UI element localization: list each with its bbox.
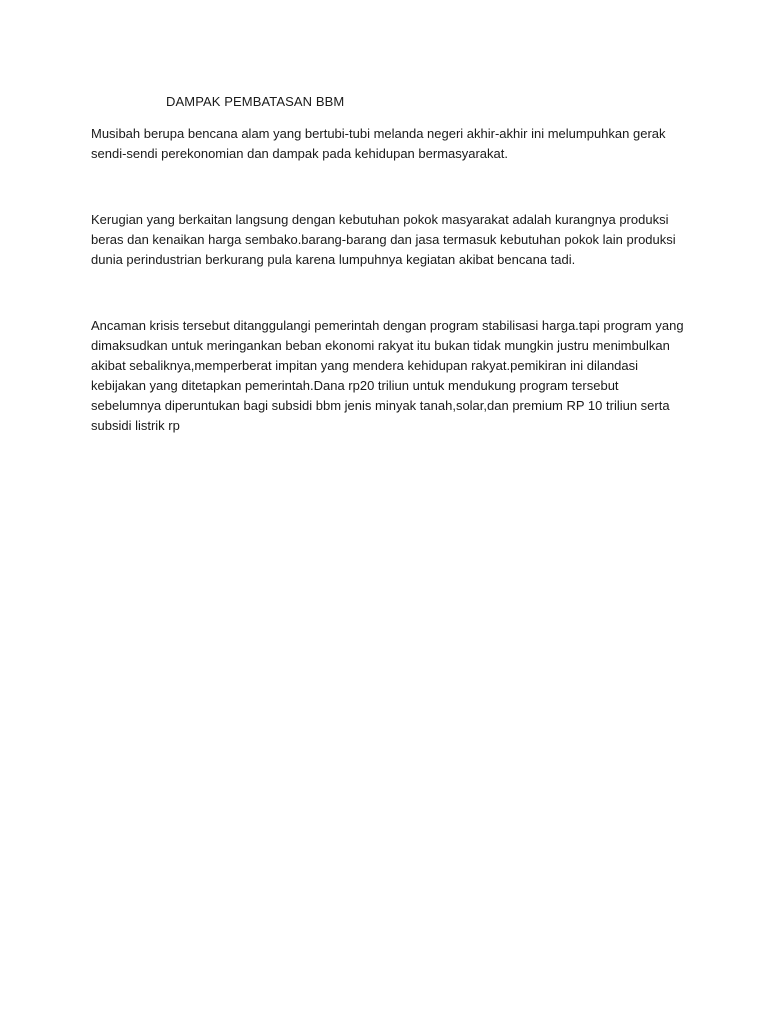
paragraph-line: Ancaman krisis tersebut ditanggulangi pemerintah dengan program stabilisasi harga.tapi program yang [91, 318, 684, 333]
paragraph-line: kebijakan yang ditetapkan pemerintah.Dana rp20 triliun untuk mendukung program tersebut [91, 378, 619, 393]
paragraph-line: sendi-sendi perekonomian dan dampak pada kehidupan bermasyarakat. [91, 146, 508, 161]
document-title: DAMPAK PEMBATASAN BBM [166, 94, 345, 109]
paragraph-2 [91, 210, 681, 270]
paragraph-3 [91, 316, 684, 436]
paragraph-line: sebelumnya diperuntukan bagi subsidi bbm jenis minyak tanah,solar,dan premium RP 10 triliun serta [91, 398, 670, 413]
paragraph-line: dunia perindustrian berkurang pula karena lumpuhnya kegiatan akibat bencana tadi. [91, 252, 576, 267]
paragraph-line: akibat sebaliknya,memperberat impitan yang mendera kehidupan rakyat.pemikiran ini dilandasi [91, 358, 639, 373]
paragraph-1 [91, 124, 681, 164]
paragraph-line: dimaksudkan untuk meringankan beban ekonomi rakyat itu bukan tidak mungkin justru menimbulkan [91, 338, 670, 353]
paragraph-line: beras dan kenaikan harga sembako.barang-barang dan jasa termasuk kebutuhan pokok lain produksi [91, 232, 676, 247]
paragraph-line: Kerugian yang berkaitan langsung dengan kebutuhan pokok masyarakat adalah kurangnya produksi [91, 212, 669, 227]
paragraph-line: subsidi listrik rp [91, 418, 180, 433]
paragraph-line: Musibah berupa bencana alam yang bertubi-tubi melanda negeri akhir-akhir ini melumpuhkan gerak [91, 126, 666, 141]
